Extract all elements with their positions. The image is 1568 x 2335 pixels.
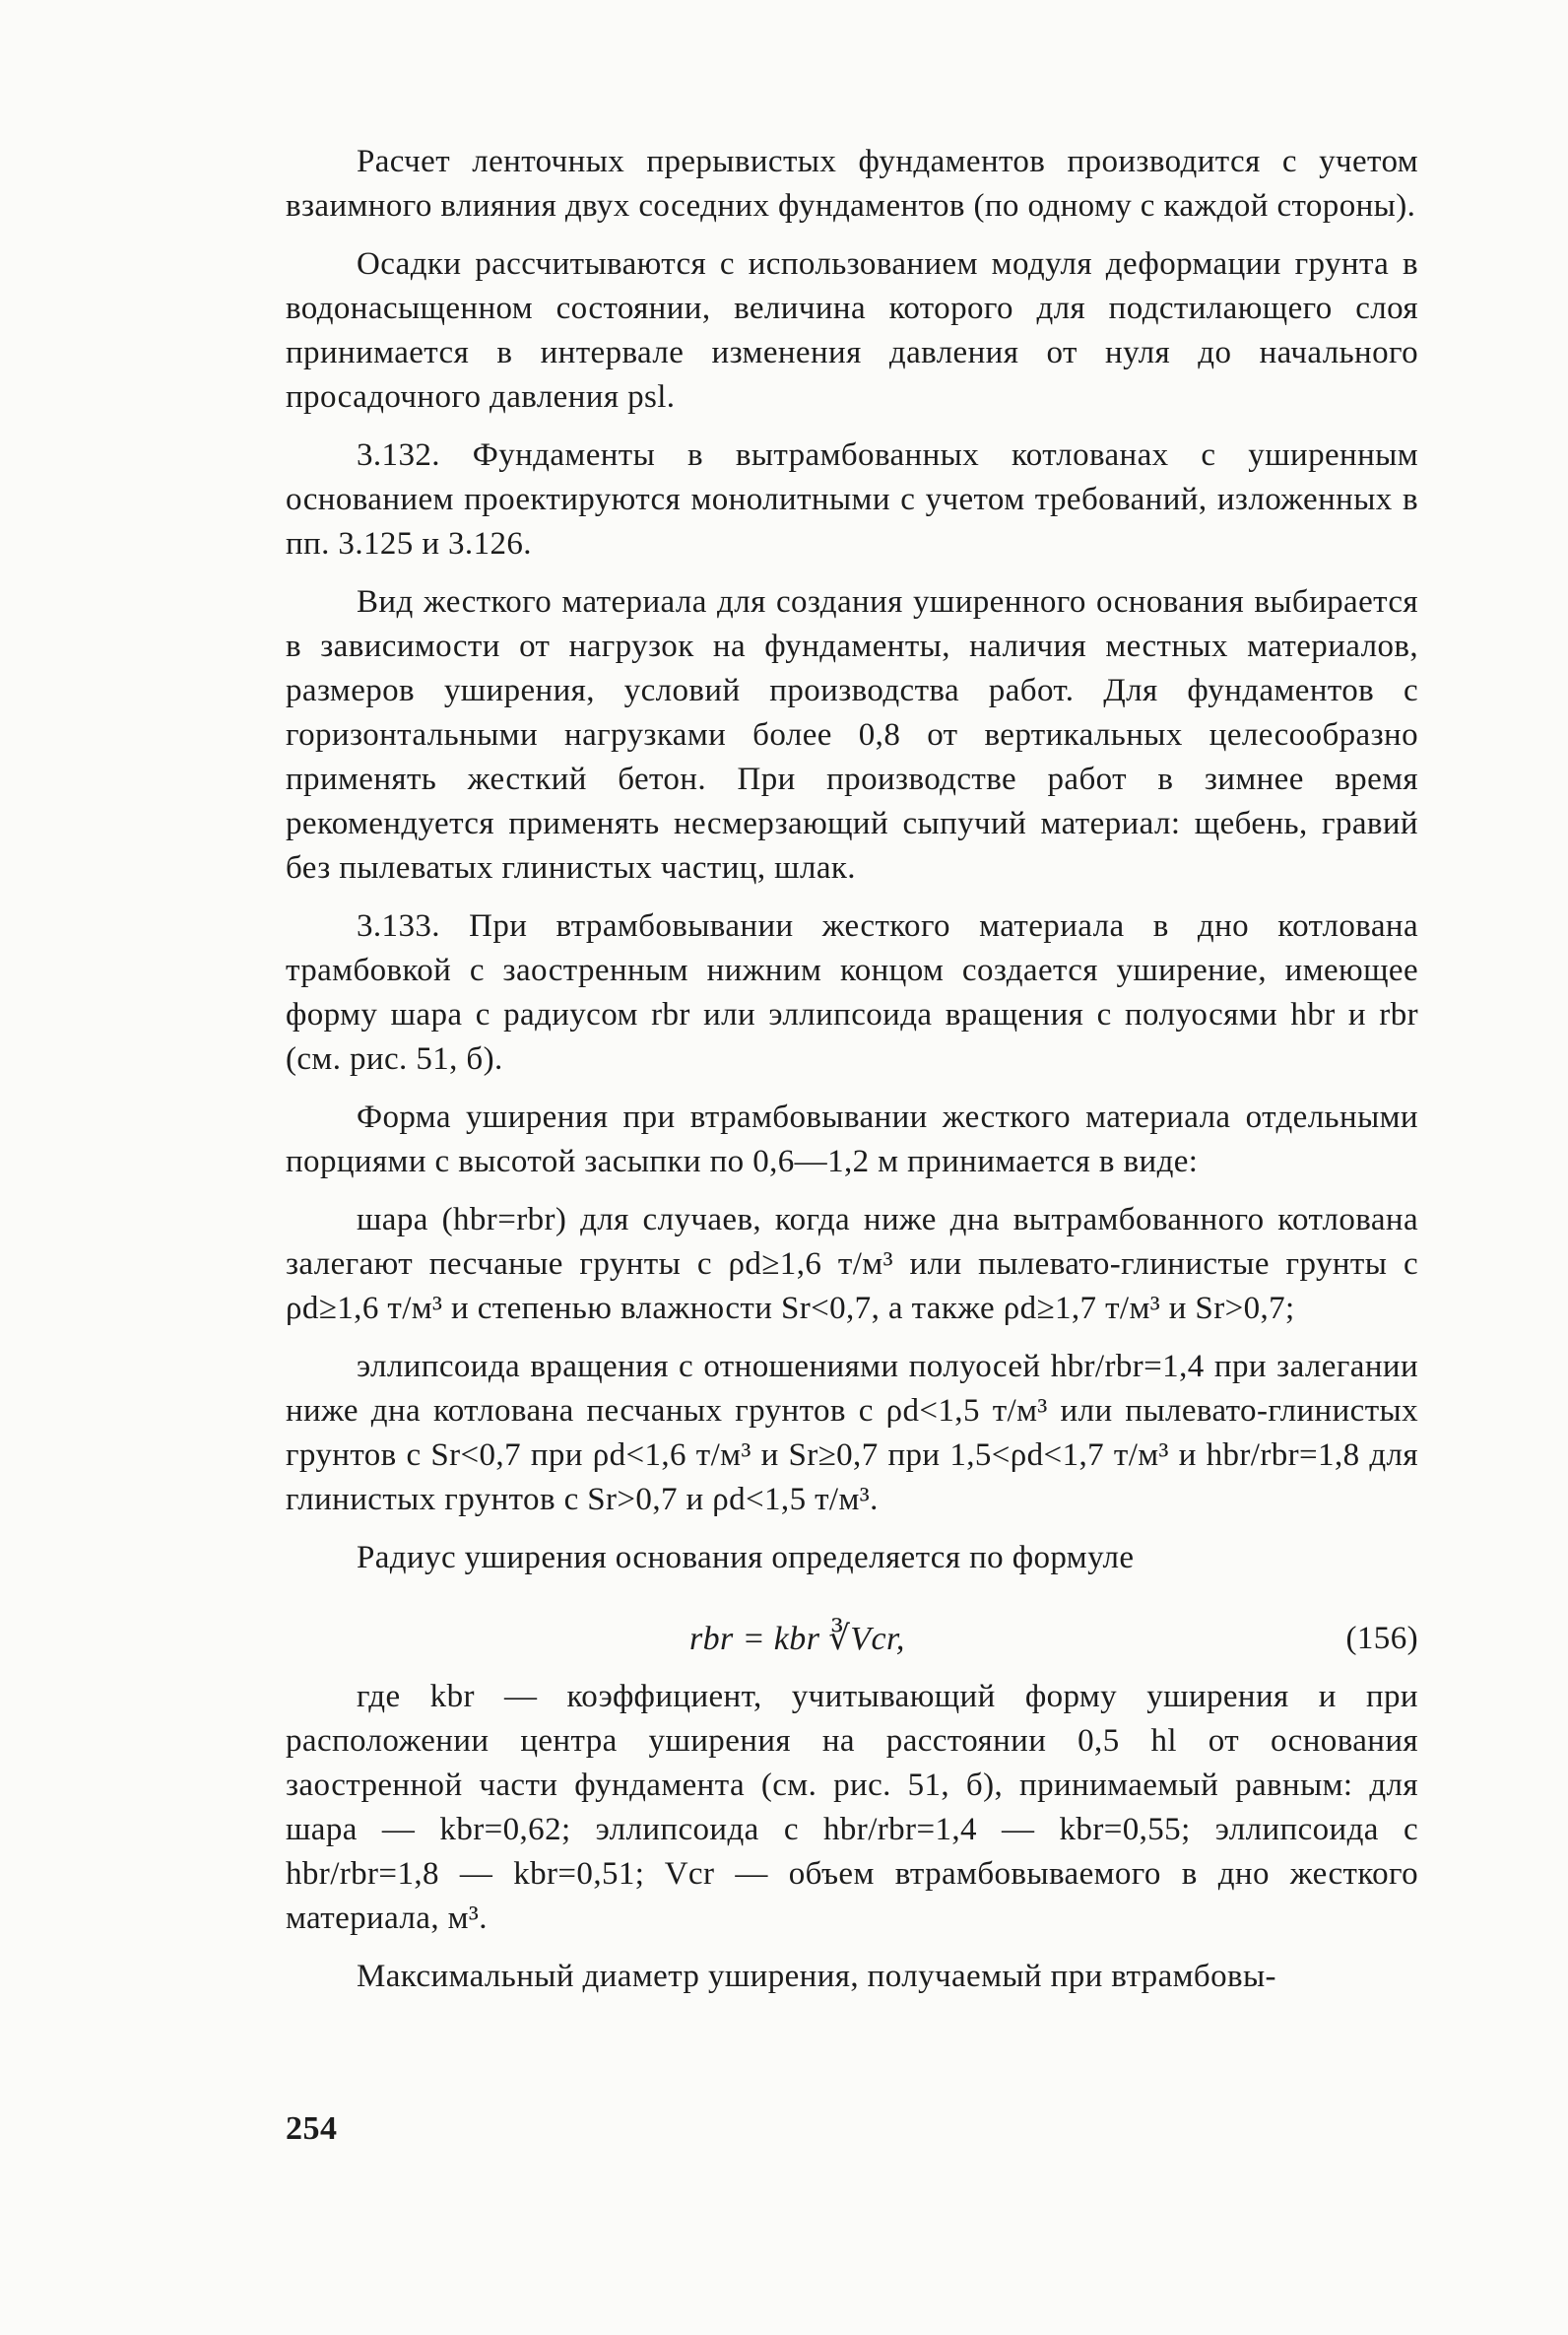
paragraph-radius-formula-intro: Радиус уширения основания определяется по формуле	[357, 1540, 1135, 1575]
body-text	[286, 140, 1418, 2013]
formula-expression: rbr = kbr ∛Vcr,	[689, 1621, 905, 1657]
paragraph-max-diameter: Максимальный диаметр уширения, получаемый при втрамбовы-	[357, 1959, 1276, 1994]
paragraph-widening-shape: Форма уширения при втрамбовывании жесткого материала отдельными порциями с высотой засыпки по 0,6—1,2 м принимается в виде:	[286, 1100, 1418, 1179]
paragraph-ellipsoid-case: эллипсоида вращения с отношениями полуосей hbr/rbr=1,4 при залегании ниже дна котлована песчаных грунтов с ρd<1,5 т/м³ или пылевато-глинистых грунтов с Sr<0,7 при ρd<1,6 т/м³ и Sr≥0,7 при 1,5<ρd<1,7 т/м³ и hbr/rbr=1,8 для глинистых грунтов с Sr>0,7 и ρd<1,5 т/м³.	[286, 1349, 1418, 1517]
page-number: 254	[286, 2110, 338, 2147]
paragraph-rigid-material: Вид жесткого материала для создания уширенного основания выбирается в зависимости от нагрузок на фундаменты, наличия местных материалов, размеров уширения, условий производства работ. Для фундаментов с горизонтальными нагрузками более 0,8 от вертикальных целесообразно применять жесткий бетон. При производстве работ в зимнее время рекомендуется применять несмерзающий сыпучий материал: щебень, гравий без пылеватых глинистых частиц, шлак.	[286, 584, 1418, 886]
paragraph-sphere-case: шара (hbr=rbr) для случаев, когда ниже дна вытрамбованного котлована залегают песчаные грунты с ρd≥1,6 т/м³ или пылевато-глинистые грунты с ρd≥1,6 т/м³ и степенью влажности Sr<0,7, а также ρd≥1,7 т/м³ и Sr>0,7;	[286, 1202, 1418, 1326]
formula-number: (156)	[1345, 1621, 1418, 1656]
paragraph-3-133: 3.133. При втрамбовывании жесткого материала в дно котлована трамбовкой с заостренным нижним концом создается уширение, имеющее форму шара с радиусом rbr или эллипсоида вращения с полуосями hbr и rbr (см. рис. 51, б).	[286, 908, 1418, 1077]
paragraph-coefficient-definition: где kbr — коэффициент, учитывающий форму уширения и при расположении центра уширения на расстоянии 0,5 hl от основания заостренной части фундамента (см. рис. 51, б), принимаемый равным: для шара — kbr=0,62; эллипсоида с hbr/rbr=1,4 — kbr=0,55; эллипсоида с hbr/rbr=1,8 — kbr=0,51; Vcr — объем втрамбовываемого в дно жесткого материала, м³.	[286, 1679, 1418, 1936]
paragraph-3-132: 3.132. Фундаменты в вытрамбованных котлованах с уширенным основанием проектируются монолитными с учетом требований, изложенных в пп. 3.125 и 3.126.	[286, 437, 1418, 562]
formula-156	[286, 1592, 1418, 1669]
paragraph-strip-foundations: Расчет ленточных прерывистых фундаментов производится с учетом взаимного влияния двух соседних фундаментов (по одному с каждой стороны).	[286, 144, 1418, 224]
paragraph-settlement: Осадки рассчитываются с использованием модуля деформации грунта в водонасыщенном состоянии, величина которого для подстилающего слоя принимается в интервале изменения давления от нуля до начального просадочного давления psl.	[286, 246, 1418, 415]
